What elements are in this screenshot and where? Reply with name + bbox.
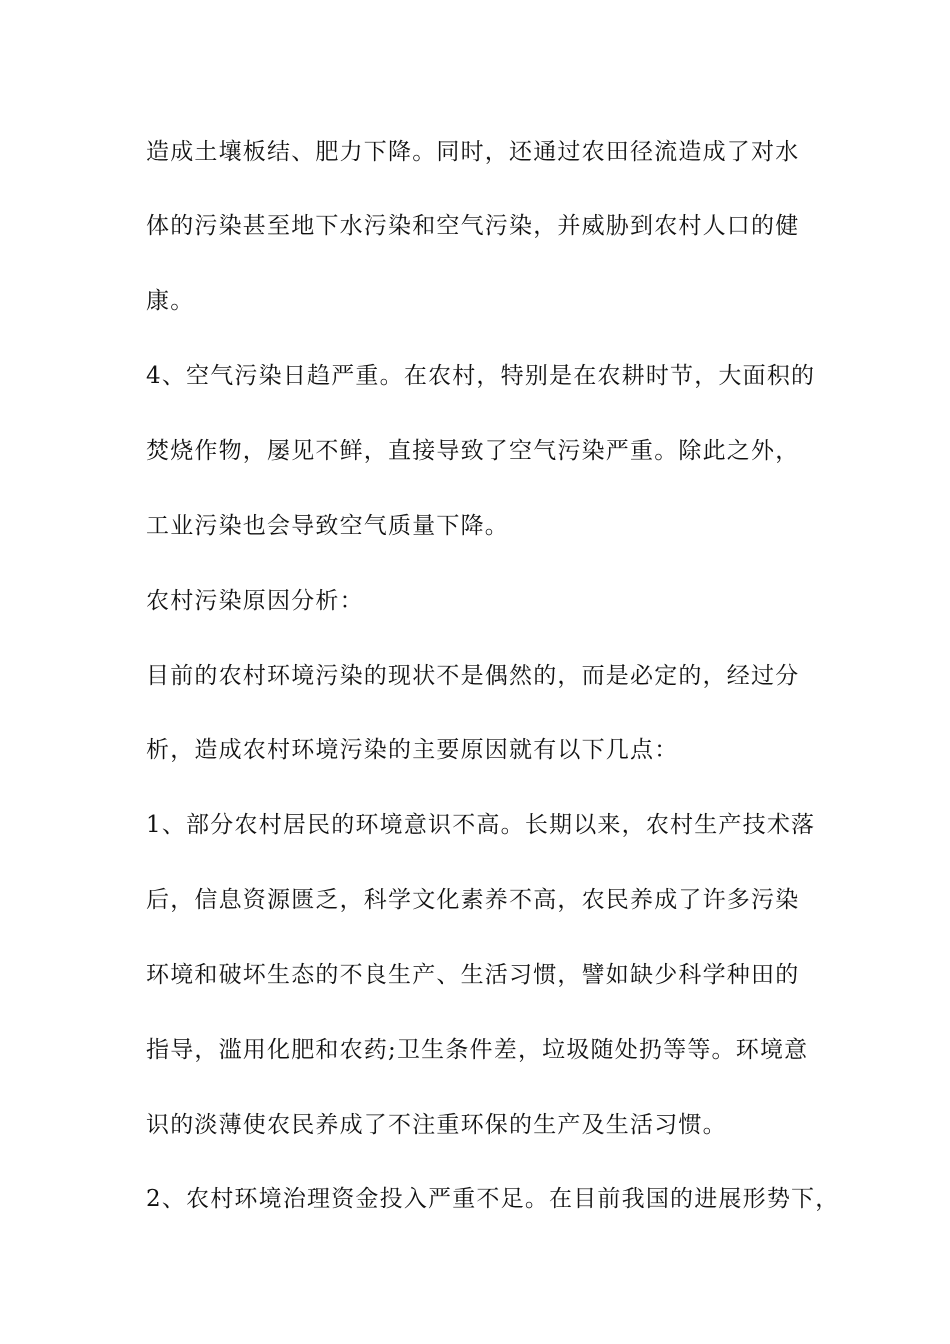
text-line: 目前的农村环境污染的现状不是偶然的，而是必定的，经过分 — [146, 663, 800, 689]
text-line: 识的淡薄使农民养成了不注重环保的生产及生活习惯。 — [146, 1112, 727, 1138]
text-line: 体的污染甚至地下水污染和空气污染，并威胁到农村人口的健 — [146, 213, 800, 239]
section-heading: 农村污染原因分析： — [146, 588, 364, 614]
text-line: 环境和破坏生态的不良生产、生活习惯，譬如缺少科学种田的 — [146, 962, 800, 988]
text-line: 1、部分农村居民的环境意识不高。长期以来，农村生产技术落 — [146, 812, 816, 838]
text-line: 后，信息资源匮乏，科学文化素养不高，农民养成了许多污染 — [146, 887, 800, 913]
text-line: 造成土壤板结、肥力下降。同时，还通过农田径流造成了对水 — [146, 139, 800, 165]
text-line: 4、空气污染日趋严重。在农村，特别是在农耕时节，大面积的 — [146, 363, 816, 389]
text-line: 康。 — [146, 288, 195, 314]
text-line: 焚烧作物，屡见不鲜，直接导致了空气污染严重。除此之外， — [146, 438, 800, 464]
text-line: 工业污染也会导致空气质量下降。 — [146, 513, 509, 539]
text-line: 指导，滥用化肥和农药;卫生条件差，垃圾随处扔等等。环境意 — [146, 1037, 809, 1063]
text-line: 析，造成农村环境污染的主要原因就有以下几点： — [146, 737, 679, 763]
text-line: 2、农村环境治理资金投入严重不足。在目前我国的进展形势下， — [146, 1186, 840, 1212]
